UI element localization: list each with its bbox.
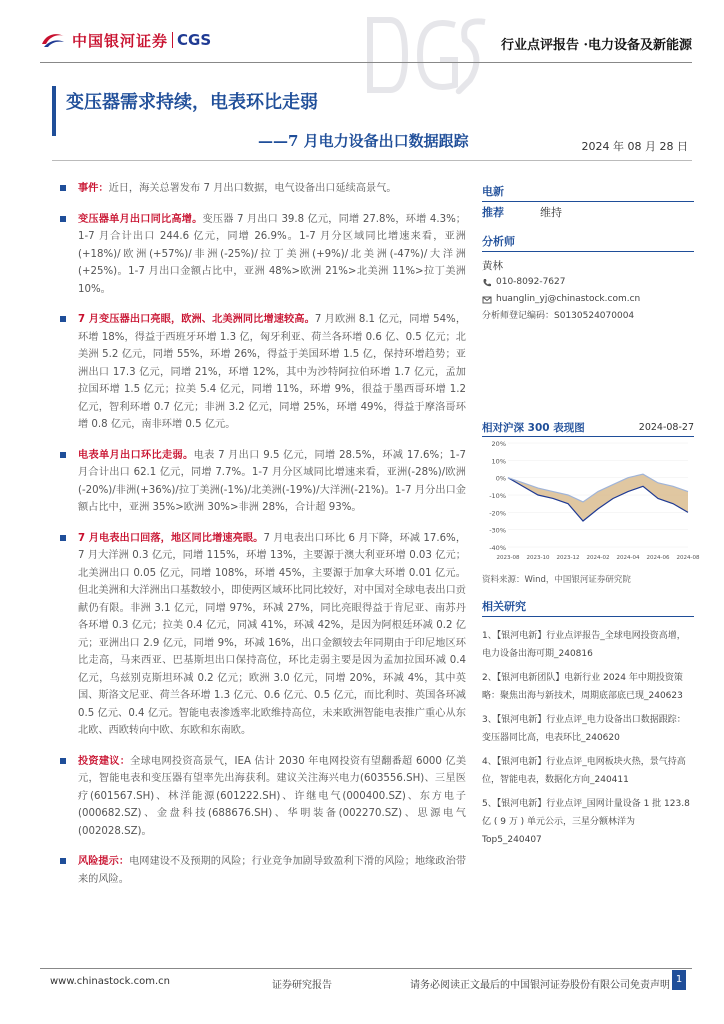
rating-row [482, 202, 694, 224]
paragraph-risk [60, 853, 466, 888]
paragraph-text: 近日，海关总署发布 7 月出口数据，电气设备出口延续高景气。 [108, 183, 397, 194]
paragraph-head: 风险提示： [78, 856, 130, 867]
email-icon [482, 295, 492, 305]
footer-label: 证券研究报告 [272, 980, 332, 991]
paragraph-text: 全球电网投资高景气，IEA 估计 2030 年电网投资有望翻番超 6000 亿美元，智能电表和变压器有望率先出海获利。建议关注海兴电力(603556.SH)、三星医疗(601567.SH)、林洋能源(601222.SH)、许继电气(000400.SZ)、东方电子(000682.SZ)、金盘科技(688676.SH)、华明装备(002270.SZ)、思源电气(002028.SZ)。 [78, 755, 467, 837]
research-item[interactable]: 4、【银河电新】行业点评_电网板块火热，景气持高位，智能电表，数据化方向_240411 [482, 757, 686, 785]
chart-xtick-label: 2024-08 [676, 555, 700, 561]
bullet-icon [60, 452, 66, 458]
logo-divider [172, 32, 173, 48]
rating-value: 维持 [540, 206, 562, 219]
chart-ytick-label: -40% [489, 544, 506, 552]
bullet-icon [60, 535, 66, 541]
report-type: 行业点评报告 ·电力设备及新能源 [500, 38, 692, 53]
logo-en: CGS [177, 31, 212, 49]
chart-date: 2024-08-27 [638, 422, 694, 433]
performance-chart [482, 437, 700, 567]
phone-text: 010-8092-7627 [496, 277, 566, 287]
paragraph-text: 变压器 7 月出口 39.8 亿元，同增 27.8%，环增 4.3%；1-7 月合计出口 244.6 亿元，同增 26.9%。1-7 月分区域同比增速来看，亚洲(+18%)/欧洲(+57%)/非洲(-25%)/拉丁美洲(+9%)/北美洲(-47%)/大洋洲(+25%)。1-7 月出口金额占比中，亚洲 48%>欧洲 21%>北美洲 11%>拉丁美洲 10%。 [78, 213, 466, 295]
paragraph-head: 7 月变压器出口亮眼，欧洲、北美洲同比增速较高。 [78, 314, 315, 325]
footer-disclaimer: 请务必阅读正文最后的中国银河证券股份有限公司免责声明 [410, 980, 670, 991]
analyst-email[interactable] [482, 291, 694, 308]
chart-xtick-label: 2023-10 [526, 555, 550, 561]
paragraph-transformer-regions [60, 311, 466, 434]
paragraph-head: 电表单月出口环比走弱。 [78, 449, 194, 461]
paragraph-text: 7 月电表出口环比 6 月下降，环减 17.6%，7 月大洋洲 0.3 亿元，同增 115%，环增 13%，主要源于澳大利亚环增 0.03 亿元；北美洲出口 0.05 亿元，同增 108%，环增 45%，主要源于加拿大环增 0.01 亿元。但北美洲和大洋洲出口基数较小，即使两区域环比同比较好，对中国对全球电表出口贡献仍有限。非洲 3.1 亿元，同增 97%，环减 27%，同比亮眼得益于肯尼亚、南苏丹各环增 0.3 亿元；拉美 0.4 亿元，同减 41%，环减 42%，是因为阿根廷环减 0.2 亿元；亚洲出口 2.9 亿元，同增 9%，环减 16%，出口金额较去年同期由于印尼地区环比走高，马来西亚、巴基斯坦出口保持高位，环比走弱主要是因为孟加拉国环减 0.4 亿元，乌兹别克斯坦环减 0.2 亿元；欧洲 3.0 亿元，同增 20%，环减 4%，其中英国、斯洛文尼亚、荷兰各环增 1.3 亿元、0.6 亿元、0.5 亿元，而比利时、英国各环减 0.5 亿元、0.4 亿元。智能电表渗透率北欧维持高位，未来欧洲智能电表推广重心从东北欧、西欧转向中欧、东欧和东南欧。 [78, 532, 467, 736]
chart-title: 相对沪深 300 表现图 [482, 422, 585, 434]
header-divider [40, 62, 692, 63]
logo-cn: 中国银河证券 [72, 31, 169, 50]
paragraph-head: 变压器单月出口同比高增。 [78, 213, 203, 225]
research-item[interactable]: 1、【银河电新】行业点评报告_全球电网投资高增，电力设备出海可期_240816 [482, 631, 686, 659]
bullet-icon [60, 758, 66, 764]
paragraph-event [60, 180, 466, 198]
main-content [60, 180, 466, 901]
chart-ytick-label: -20% [489, 509, 506, 518]
sidebar [482, 182, 700, 855]
paragraph-meter [60, 447, 466, 517]
phone-icon [482, 278, 492, 288]
chart-xtick-label: 2024-02 [586, 555, 610, 561]
chart-header [482, 419, 694, 437]
chart-area-excess [508, 474, 688, 521]
company-logo [40, 28, 211, 52]
bullet-icon [60, 185, 66, 191]
chart-ytick-label: -30% [489, 526, 506, 535]
chart-ytick-label: -10% [489, 492, 506, 500]
chart-ytick-label: 0% [495, 474, 506, 483]
paragraph-text: 7 月欧洲 8.1 亿元，同增 54%，环增 18%，得益于西班牙环增 1.3 亿，匈牙利亚、荷兰各环增 0.6 亿、0.5 亿元；北美洲 5.2 亿元，同增 55%，环增 26%，得益于美国环增 1.5 亿，保持环增趋势；亚洲出口 17.3 亿元，同增 21%，环增 12%，其中为沙特阿拉伯环增 1.7 亿元，孟加拉国环增 1.5 亿元；拉美 5.4 亿元，同增 11%，环增 9%，很益于墨西哥环增 1.2 亿元，智利环增 0.7 亿元；非洲 3.2 亿元，同增 25%，环增 49%，得益于摩洛哥环增 0.8 亿元，南非环增 0.5 亿元。 [78, 314, 467, 430]
chart-xtick-label: 2023-08 [496, 555, 520, 561]
analyst-phone [482, 274, 694, 291]
analyst-name: 黄林 [482, 260, 503, 272]
title-accent-bar [52, 86, 56, 136]
chart-xtick-label: 2023-12 [556, 555, 580, 561]
watermark-icon [360, 10, 490, 100]
report-date: 2024 年 08 月 28 日 [581, 140, 688, 153]
paragraph-head: 事件： [78, 183, 109, 194]
rating-label: 推荐 [482, 206, 504, 219]
research-list [482, 627, 694, 849]
research-item[interactable]: 2、【银河电新团队】电新行业 2024 年中期投资策略：聚焦出海与新技术，周期底部底已现_240623 [482, 673, 683, 701]
research-item[interactable]: 3、【银河电新】行业点评_电力设备出口数据跟踪：变压器同比高，电表环比_240620 [482, 715, 686, 743]
email-text[interactable]: huanglin_yj@chinastock.com.cn [496, 294, 641, 304]
bullet-icon [60, 216, 66, 222]
industry-title: 电新 [482, 182, 694, 202]
footer-url[interactable]: www.chinastock.com.cn [50, 976, 170, 987]
paragraph-transformer [60, 211, 466, 299]
analyst-title: 分析师 [482, 232, 694, 252]
analyst-cert: 分析师登记编码：S0130524070004 [482, 311, 635, 321]
bullet-icon [60, 316, 66, 322]
chart-source: 资料来源：Wind，中国银河证券研究院 [482, 575, 631, 585]
paragraph-head: 投资建议： [78, 755, 131, 767]
paragraph-text: 电表 7 月出口 9.5 亿元，同增 28.5%，环减 17.6%；1-7 月合计出口 62.1 亿元，同增 7.7%。1-7 月分区域同比增速来看，亚洲(-28%)/欧洲(-20%)/非洲(+36%)/拉丁美洲(-1%)/北美洲(-19%)/大洋洲(-21%)。1-7 月分出口金额占比中，亚洲 35%>欧洲 30%>非洲 28%，合计超 93%。 [78, 449, 467, 513]
bullet-icon [60, 858, 66, 864]
paragraph-text: 电网建设不及预期的风险；行业竞争加剧导致盈利下滑的风险；地缘政治带来的风险。 [78, 856, 467, 885]
logo-mark-icon [40, 30, 66, 50]
chart-xtick-label: 2024-06 [646, 555, 670, 561]
chart-xtick-label: 2024-04 [616, 555, 640, 561]
footer-divider [40, 968, 692, 969]
title-divider [52, 160, 692, 161]
report-title: 变压器需求持续，电表环比走弱 [66, 92, 318, 113]
report-subtitle: ——7 月电力设备出口数据跟踪 [258, 132, 469, 150]
page-number: 1 [672, 970, 686, 990]
paragraph-meter-regions [60, 530, 466, 740]
research-title: 相关研究 [482, 597, 694, 617]
chart-ytick-label: 10% [491, 457, 506, 466]
chart-ytick-label: 20% [491, 440, 506, 448]
paragraph-head: 7 月电表出口回落，地区同比增速亮眼。 [78, 532, 264, 544]
paragraph-investment [60, 753, 466, 841]
research-item[interactable]: 5、【银河电新】行业点评_国网计量设备 1 批 123.8 亿 ( 9 万 ) 单元公示，三星分额林洋为 Top5_240407 [482, 799, 690, 845]
